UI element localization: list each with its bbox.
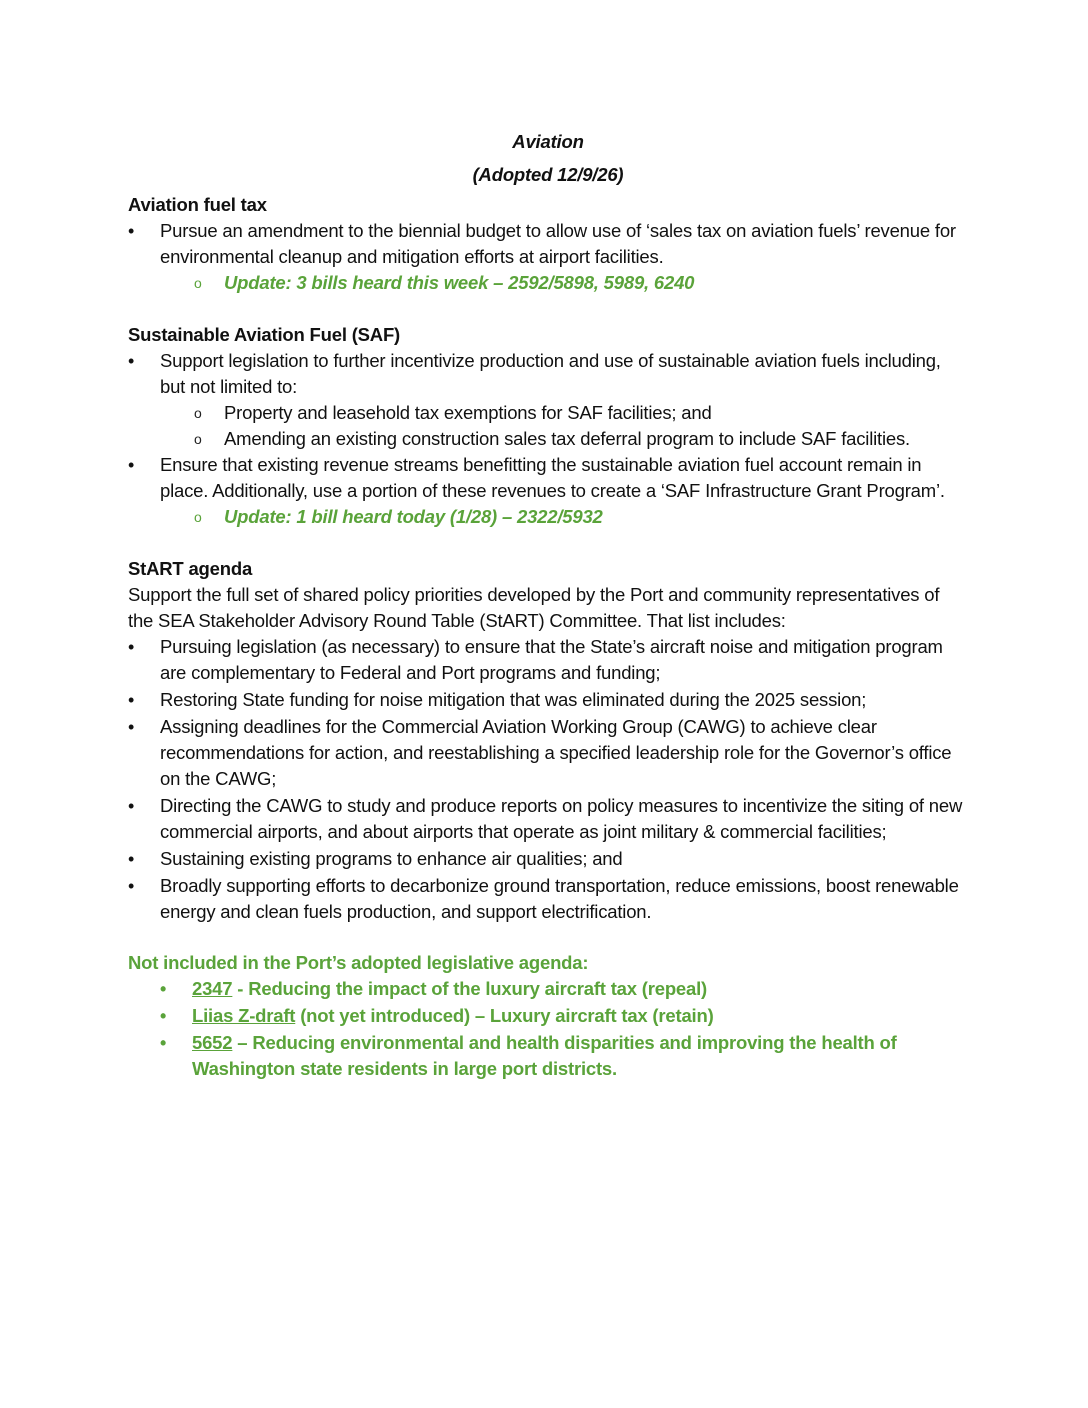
section-not-included — [128, 950, 968, 1082]
item-text: – Reducing environmental and health disparities and improving the health of Washington state residents in large port districts. — [192, 1032, 897, 1079]
bullet-list — [128, 348, 968, 530]
bill-link-5652[interactable]: 5652 — [192, 1032, 233, 1053]
list-item — [128, 976, 968, 1002]
section-saf — [128, 322, 968, 530]
section-heading: Not included in the Port’s adopted legislative agenda: — [128, 952, 589, 973]
section-heading: StART agenda — [128, 558, 253, 579]
list-item: • Ensure that existing revenue streams benefitting the sustainable aviation fuel account remain in place. Additionally, use a portion of these revenues to create a ‘SAF Infrastructure Grant Program’. — [128, 452, 968, 504]
item-text: - Reducing the impact of the luxury aircraft tax (repeal) — [232, 978, 707, 999]
list-item: • Support legislation to further incentivize production and use of sustainable aviation fuels including, but not limited to: — [128, 348, 968, 400]
item-text: (not yet introduced) – Luxury aircraft tax (retain) — [295, 1005, 714, 1026]
bill-link-liias-z-draft[interactable]: Liias Z-draft — [192, 1005, 296, 1026]
list-item: • Broadly supporting efforts to decarbonize ground transportation, reduce emissions, boost renewable energy and clean fuels production, and support electrification. — [128, 873, 968, 925]
section-heading: Aviation fuel tax — [128, 194, 267, 215]
update-text: Update: 3 bills heard this week – 2592/5898, 5989, 6240 — [224, 272, 695, 293]
section-start-agenda — [128, 556, 968, 925]
list-item: • Sustaining existing programs to enhance air qualities; and — [128, 846, 968, 872]
list-item — [128, 1030, 968, 1082]
document-page — [128, 128, 968, 1083]
update-item — [128, 270, 968, 296]
document-subtitle: (Adopted 12/9/26) — [472, 164, 624, 185]
section-aviation-fuel-tax — [128, 192, 968, 296]
list-item: • Pursue an amendment to the biennial budget to allow use of ‘sales tax on aviation fuels’ revenue for environmental cleanup and mitigation efforts at airport facilities. — [128, 218, 968, 270]
list-item: • Directing the CAWG to study and produce reports on policy measures to incentivize the siting of new commercial airports, and about airports that operate as joint military & commercial facilities; — [128, 793, 968, 845]
section-intro: Support the full set of shared policy priorities developed by the Port and community representatives of the SEA Stakeholder Advisory Round Table (StART) Committee. That list includes: — [128, 584, 940, 631]
list-item: • Assigning deadlines for the Commercial Aviation Working Group (CAWG) to achieve clear recommendations for action, and reestablishing a specified leadership role for the Governor’s office on the CAWG; — [128, 714, 968, 792]
sub-list-item: o Property and leasehold tax exemptions for SAF facilities; and — [128, 400, 968, 426]
sub-list-item: o Amending an existing construction sales tax deferral program to include SAF facilities. — [128, 426, 968, 452]
list-item: • Restoring State funding for noise mitigation that was eliminated during the 2025 session; — [128, 687, 968, 713]
update-item — [128, 504, 968, 530]
section-heading: Sustainable Aviation Fuel (SAF) — [128, 324, 401, 345]
bill-link-2347[interactable]: 2347 — [192, 978, 233, 999]
list-item — [128, 1003, 968, 1029]
document-title: Aviation — [512, 131, 584, 152]
update-text: Update: 1 bill heard today (1/28) – 2322/5932 — [224, 506, 603, 527]
bullet-list — [128, 976, 968, 1082]
bullet-list — [128, 218, 968, 296]
list-item: • Pursuing legislation (as necessary) to ensure that the State’s aircraft noise and mitigation program are complementary to Federal and Port programs and funding; — [128, 634, 968, 686]
bullet-list — [128, 634, 968, 925]
